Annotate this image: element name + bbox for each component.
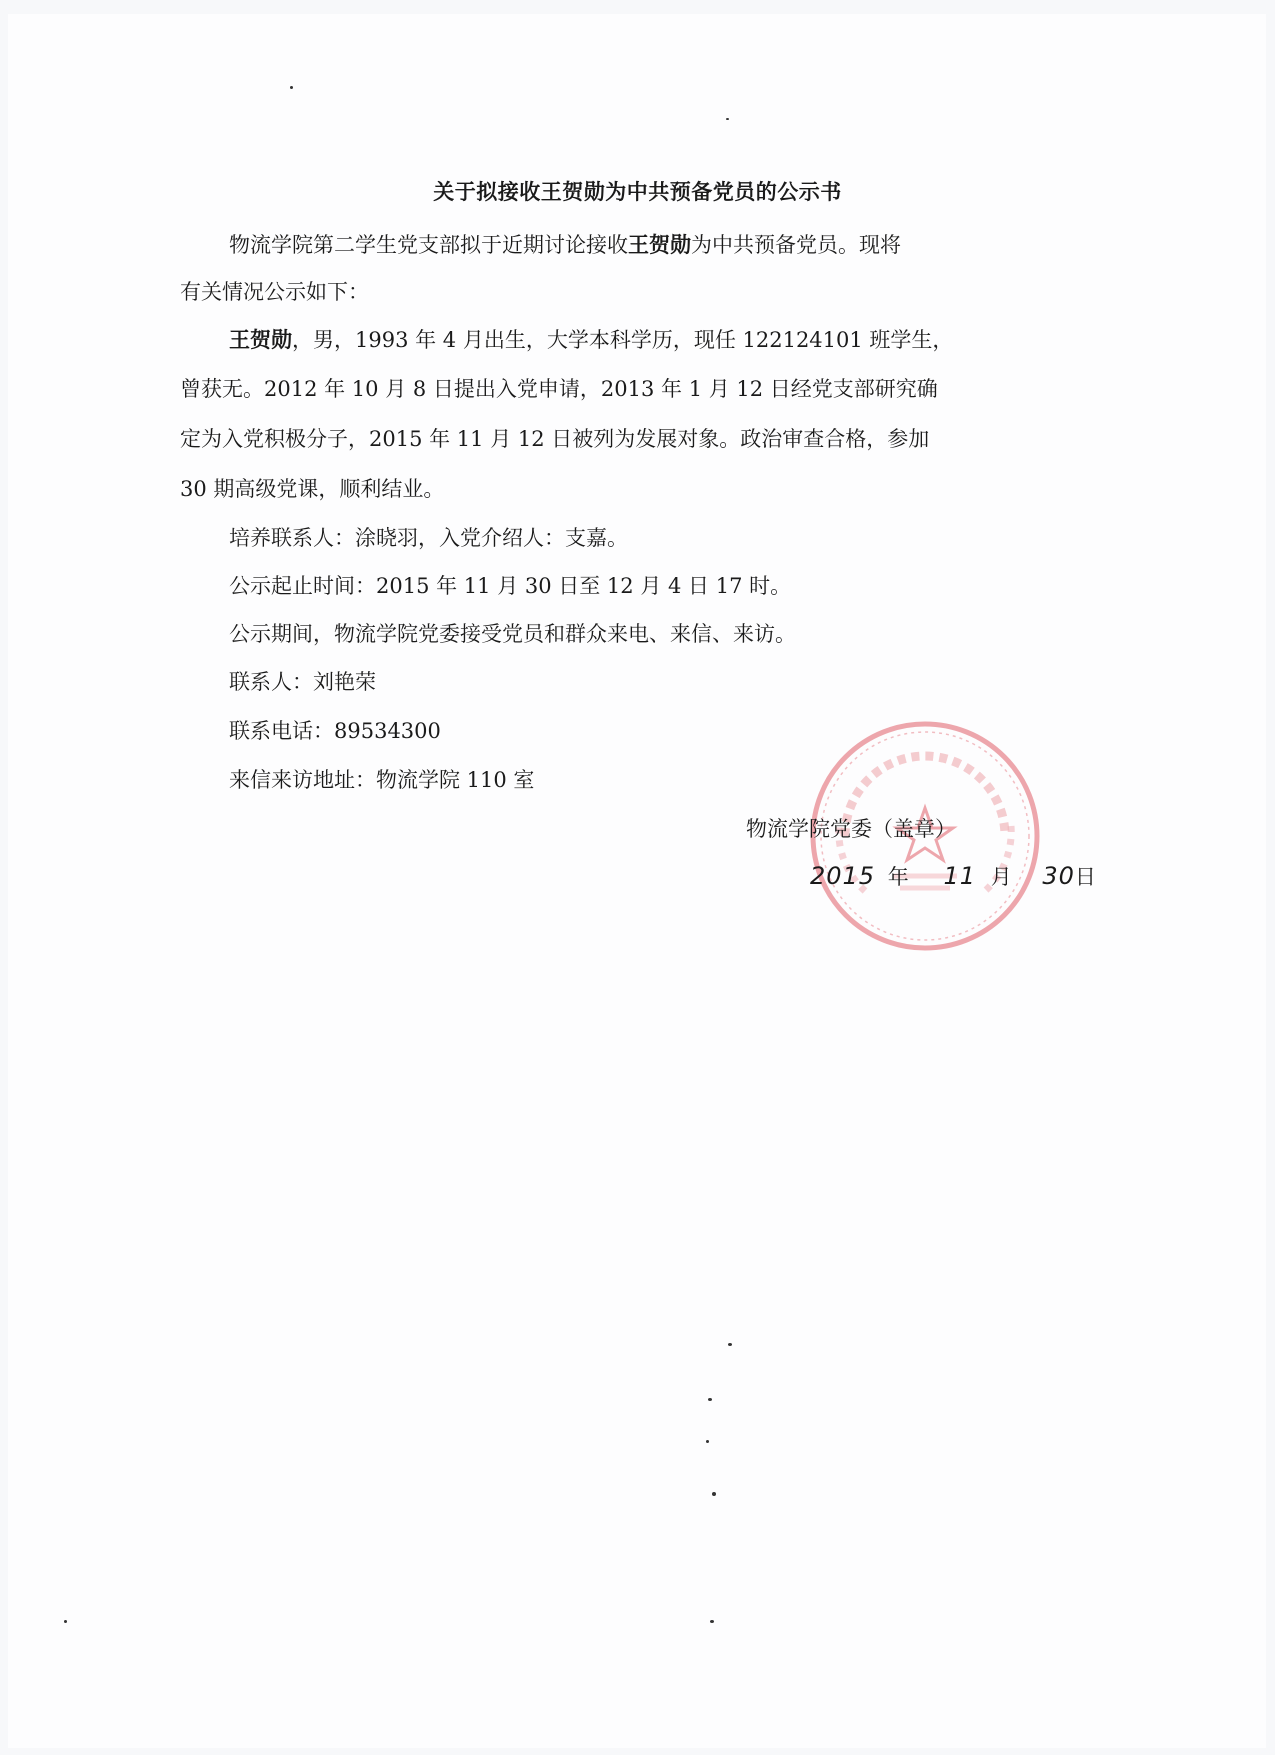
date-day: 30 (1042, 862, 1075, 890)
phone-line: 联系电话：89534300 (229, 719, 441, 743)
scan-speck (726, 118, 729, 120)
bio-line-1-rest: ，男，1993 年 4 月出生，大学本科学历，现任 122124101 班学生， (292, 328, 954, 352)
scan-speck (708, 1398, 712, 1401)
bio-line-2: 曾获无。2012 年 10 月 8 日提出入党申请，2013 年 1 月 12 日经党支部研究确 (180, 377, 938, 401)
scan-speck (706, 1440, 709, 1443)
bio-line-1 (229, 326, 953, 354)
scan-speck (290, 86, 293, 89)
date-year: 2015 (810, 862, 876, 890)
trainer-line: 培养联系人：涂晓羽，入党介绍人：支嘉。 (229, 526, 628, 550)
date-year-unit: 年 (887, 865, 909, 889)
contact-line: 联系人：刘艳荣 (229, 670, 376, 694)
document-title: 关于拟接收王贺勋为中共预备党员的公示书 (433, 179, 842, 204)
date-day-unit: 日 (1074, 865, 1096, 889)
intro-text-b: 为中共预备党员。现将 (691, 233, 901, 257)
address-line: 来信来访地址：物流学院 110 室 (229, 768, 535, 792)
intro-text-a: 物流学院第二学生党支部拟于近期讨论接收 (229, 233, 628, 257)
intro-line-1 (229, 231, 901, 259)
scan-speck (64, 1620, 67, 1623)
intro-line-2: 有关情况公示如下： (180, 280, 369, 304)
scan-speck (710, 1620, 714, 1623)
scan-speck (728, 1343, 732, 1346)
signature-org: 物流学院党委（盖章） (746, 817, 956, 841)
signature-date (810, 862, 1096, 891)
candidate-name: 王贺勋 (628, 232, 691, 257)
bio-line-4: 30 期高级党课，顺利结业。 (180, 477, 445, 501)
scan-speck (712, 1492, 716, 1496)
bio-name: 王贺勋 (229, 327, 292, 352)
bio-line-3: 定为入党积极分子，2015 年 11 月 12 日被列为发展对象。政治审查合格，参加 (180, 427, 930, 451)
date-month-unit: 月 (990, 865, 1012, 889)
period-line: 公示起止时间：2015 年 11 月 30 日至 12 月 4 日 17 时。 (229, 574, 792, 598)
date-month: 11 (943, 862, 976, 890)
feedback-line: 公示期间，物流学院党委接受党员和群众来电、来信、来访。 (229, 622, 796, 646)
